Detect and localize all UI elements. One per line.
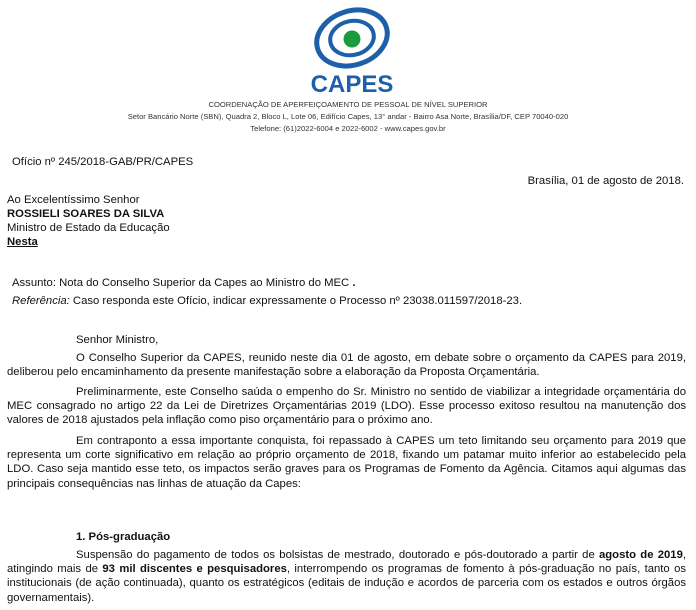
section-text-a: Suspensão do pagamento de todos os bolsistas de mestrado, doutorado e pós-doutorado a partir de xyxy=(76,549,599,561)
recipient-name: ROSSIELI SOARES DA SILVA xyxy=(7,208,165,220)
reference-text: Caso responda este Ofício, indicar expressamente o Processo nº 23038.011597/2018-23. xyxy=(72,295,523,307)
section-paragraph xyxy=(7,548,686,605)
section-heading: 1. Pós-graduação xyxy=(76,531,171,543)
recipient-title: Ministro de Estado da Educação xyxy=(7,222,170,234)
office-number: Ofício nº 245/2018-GAB/PR/CAPES xyxy=(12,156,194,168)
subject-end: . xyxy=(352,277,356,289)
greeting: Senhor Ministro, xyxy=(76,334,159,346)
section-date-highlight: agosto de 2019 xyxy=(599,549,683,561)
subject-text: Nota do Conselho Superior da Capes ao Ministro do MEC xyxy=(59,277,350,289)
paragraph-1: O Conselho Superior da CAPES, reunido neste dia 01 de agosto, em debate sobre o orçamento da CAPES para 2019, deliberou pelo encaminhamento da presente manifestação sobre a elaboração da Proposta Orçamentária. xyxy=(7,352,686,379)
reference-label: Referência: xyxy=(12,295,70,307)
section-text-c: , atingindo mais de xyxy=(7,549,687,576)
recipient-location: Nesta xyxy=(7,236,38,248)
logo-green-dot xyxy=(344,31,361,48)
header-institution: COORDENAÇÃO DE APERFEIÇOAMENTO DE PESSOAL DE NÍVEL SUPERIOR xyxy=(208,100,488,109)
capes-logo xyxy=(297,2,407,96)
subject-line xyxy=(12,276,356,290)
paragraph-2: Preliminarmente, este Conselho saúda o empenho do Sr. Ministro no sentido de viabilizar a integridade orçamentária do MEC consagrado no artigo 22 da Lei de Diretrizes Orçamentárias 2019 (LDO). Esse processo exitoso resultou na manutenção dos valores de 2018 ajustados pela inflação como piso orçamentário para o próximo ano. xyxy=(7,386,686,427)
logo-wordmark: CAPES xyxy=(310,71,394,96)
reference-line xyxy=(12,294,522,308)
section-count-highlight: 93 mil discentes e pesquisadores xyxy=(102,563,287,576)
paragraph-3: Em contraponto a essa importante conquista, foi repassado à CAPES um teto limitando seu orçamento para 2019 que representa um corte significativo em relação ao próprio orçamento de 2018, fixando um patamar muito inferior ao estabelecido pela LDO. Caso seja mantido esse teto, os impactos serão graves para os Programas de Fomento da Agência. Citamos aqui algumas das principais consequências nas linhas de atuação da Capes: xyxy=(7,435,686,490)
letter-date: Brasília, 01 de agosto de 2018. xyxy=(527,175,684,187)
header-contact: Telefone: (61)2022-6004 e 2022-6002 - www.capes.gov.br xyxy=(250,124,446,133)
recipient-salutation: Ao Excelentíssimo Senhor xyxy=(7,194,140,206)
header-address: Setor Bancário Norte (SBN), Quadra 2, Bloco L, Lote 06, Edifício Capes, 13° andar - Bairro Asa Norte, Brasília/DF, CEP 70040-020 xyxy=(127,112,569,121)
subject-label: Assunto: xyxy=(12,277,56,289)
section-text-e: , interrompendo os programas de fomento à pós-graduação no país, tanto os institucionais (de ação continuada), quanto os estratégicos (editais de indução e acordos de parceria com os estados e outros órgãos governamentais). xyxy=(7,563,686,604)
